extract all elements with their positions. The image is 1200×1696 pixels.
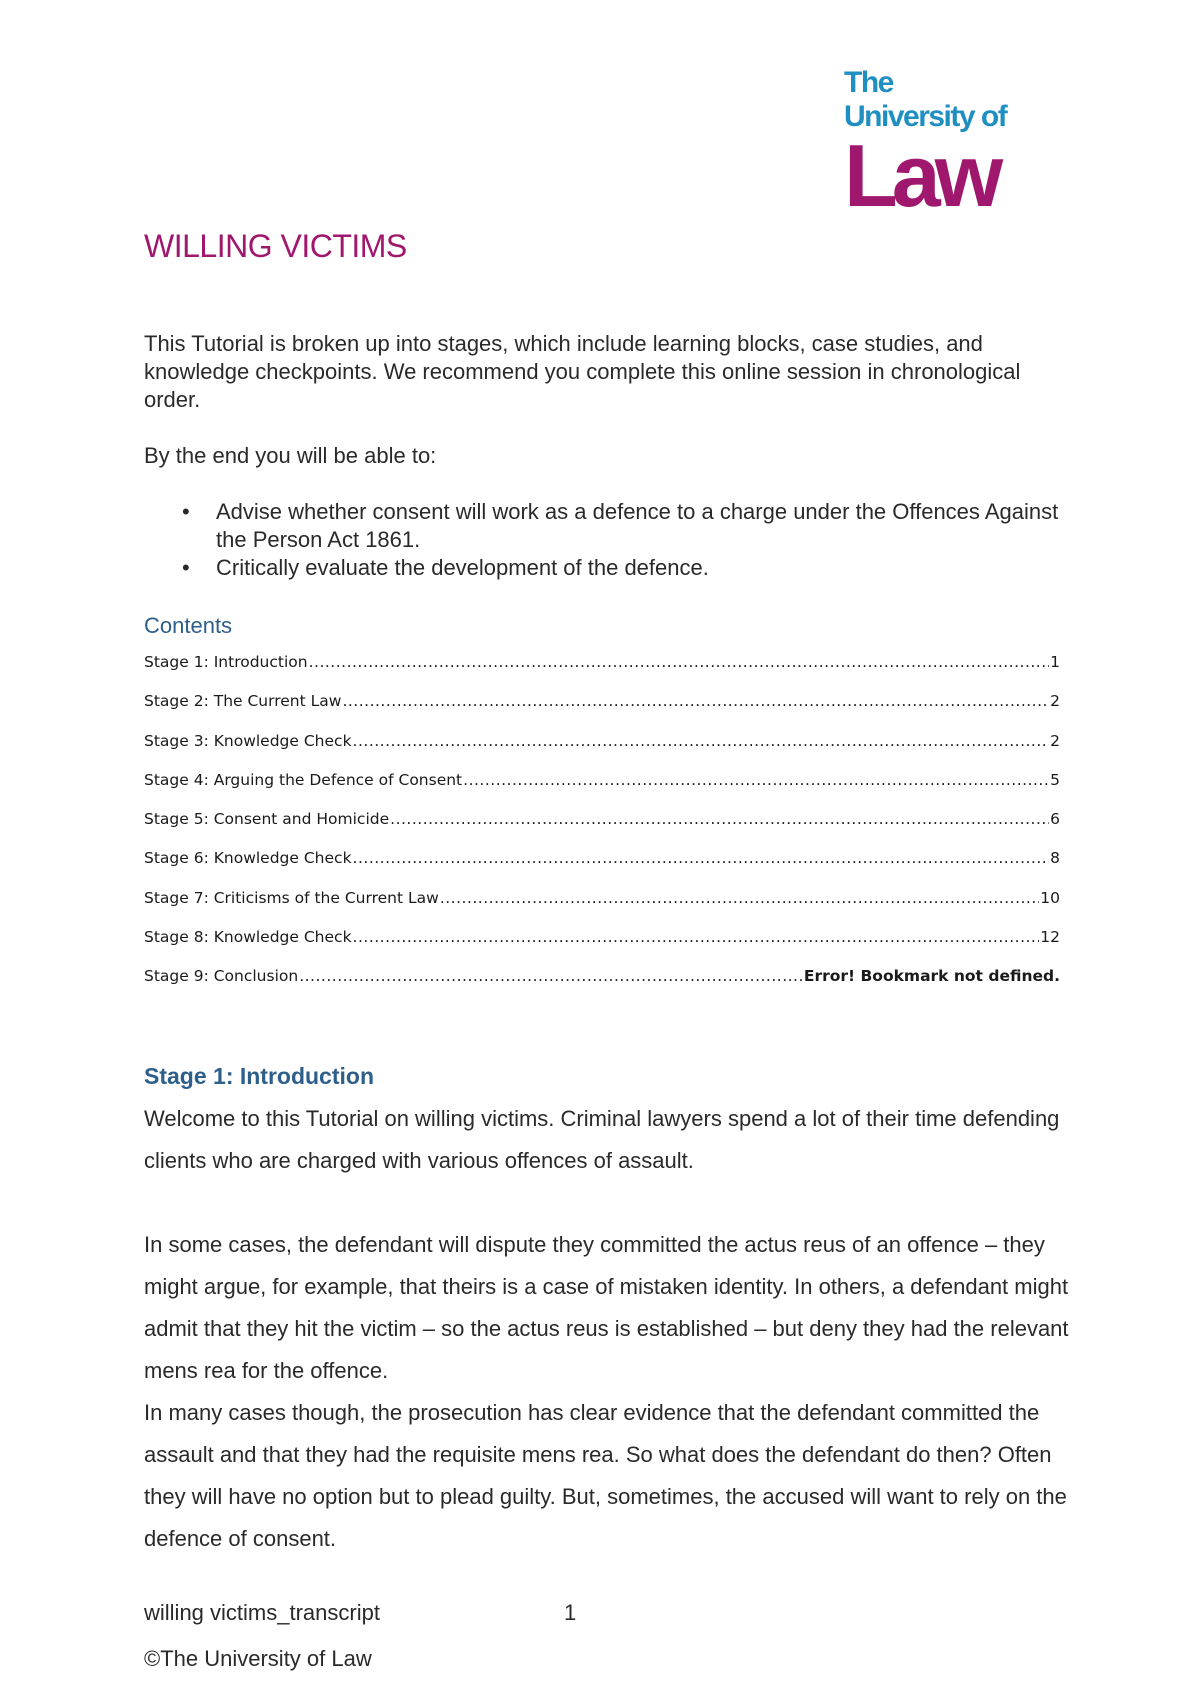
university-logo — [844, 66, 1024, 225]
toc-leader-dots — [463, 771, 1049, 789]
toc-leader-dots — [353, 849, 1050, 867]
toc-entry[interactable] — [144, 849, 1060, 888]
footer-filename: willing victims_transcript — [144, 1600, 380, 1625]
toc-entry[interactable] — [144, 771, 1060, 810]
toc-entry-page[interactable]: 2 — [1050, 692, 1060, 711]
objective-item — [144, 554, 1084, 582]
logo-line-university: University of — [844, 100, 1007, 133]
toc-leader-dots — [309, 653, 1050, 671]
toc-entry-title[interactable]: Stage 2: The Current Law — [144, 692, 342, 711]
objectives-lead: By the end you will be able to: — [144, 443, 437, 468]
logo-line-law: Law — [844, 126, 998, 225]
toc-leader-dots — [342, 692, 1049, 710]
document-title: WILLING VICTIMS — [144, 228, 407, 264]
body-paragraph: Welcome to this Tutorial on willing victims. Criminal lawyers spend a lot of their time defending clients who are charged with various offences of assault. — [144, 1106, 1060, 1173]
toc-entry-title[interactable]: Stage 6: Knowledge Check — [144, 849, 352, 868]
bullet-icon: • — [182, 499, 190, 524]
toc-entry[interactable] — [144, 732, 1060, 771]
toc-entry-title[interactable]: Stage 9: Conclusion — [144, 967, 299, 986]
toc-entry[interactable] — [144, 928, 1060, 967]
toc-entry-title[interactable]: Stage 7: Criticisms of the Current Law — [144, 888, 439, 907]
toc-entry-page[interactable]: 5 — [1050, 770, 1060, 789]
footer-copyright: ©The University of Law — [144, 1646, 372, 1671]
toc-leader-dots — [353, 928, 1040, 946]
table-of-contents — [144, 653, 1060, 1007]
bullet-icon: • — [182, 555, 190, 580]
objective-item — [144, 498, 1084, 554]
toc-entry-page[interactable]: 12 — [1040, 928, 1060, 947]
toc-entry-page[interactable]: 2 — [1050, 731, 1060, 750]
toc-entry-title[interactable]: Stage 3: Knowledge Check — [144, 731, 352, 750]
objective-text: Critically evaluate the development of the defence. — [216, 555, 709, 580]
toc-entry-title[interactable]: Stage 8: Knowledge Check — [144, 928, 352, 947]
contents-heading: Contents — [144, 613, 233, 638]
toc-entry[interactable] — [144, 810, 1060, 849]
toc-entry[interactable] — [144, 967, 1060, 1006]
intro-paragraph: This Tutorial is broken up into stages, which include learning blocks, case studies, and knowledge checkpoints. We recommend you complete this online session in chronological order. — [144, 331, 1021, 412]
logo-line-the: The — [844, 66, 893, 99]
toc-leader-dots — [299, 967, 803, 985]
objective-text: Advise whether consent will work as a defence to a charge under the Offences Against the Person Act 1861. — [216, 499, 1059, 552]
toc-entry-page[interactable]: 1 — [1050, 653, 1060, 671]
body-paragraph: In many cases though, the prosecution has clear evidence that the defendant committed the assault and that they had the requisite mens rea. So what does the defendant do then? Often they will have no option but to plead guilty. But, sometimes, the accused will want to rely on the defence of consent. — [144, 1400, 1067, 1551]
toc-entry[interactable] — [144, 692, 1060, 731]
stage-1-body — [144, 1098, 1074, 1560]
toc-entry-page[interactable]: 8 — [1050, 849, 1060, 868]
footer-page-number: 1 — [564, 1600, 577, 1625]
toc-leader-dots — [390, 810, 1049, 828]
toc-entry[interactable] — [144, 889, 1060, 928]
toc-entry-page[interactable]: 6 — [1050, 810, 1060, 829]
toc-entry[interactable] — [144, 653, 1060, 692]
toc-entry-title[interactable]: Stage 4: Arguing the Defence of Consent — [144, 770, 463, 789]
page-footer — [144, 1590, 576, 1682]
stage-1-heading: Stage 1: Introduction — [144, 1063, 374, 1089]
toc-leader-dots — [440, 889, 1039, 907]
toc-entry-page[interactable]: 10 — [1040, 888, 1060, 907]
objectives-list — [144, 498, 1084, 582]
toc-entry-page-error[interactable]: Error! Bookmark not defined. — [803, 967, 1060, 986]
toc-entry-title[interactable]: Stage 1: Introduction — [144, 653, 308, 671]
toc-entry-title[interactable]: Stage 5: Consent and Homicide — [144, 810, 390, 829]
toc-leader-dots — [353, 732, 1050, 750]
body-paragraph: In some cases, the defendant will dispute they committed the actus reus of an offence – they might argue, for example, that theirs is a case of mistaken identity. In others, a defendant might admit that they hit the victim – so the actus reus is established – but deny they had the relevant mens rea for the offence. — [144, 1232, 1069, 1383]
